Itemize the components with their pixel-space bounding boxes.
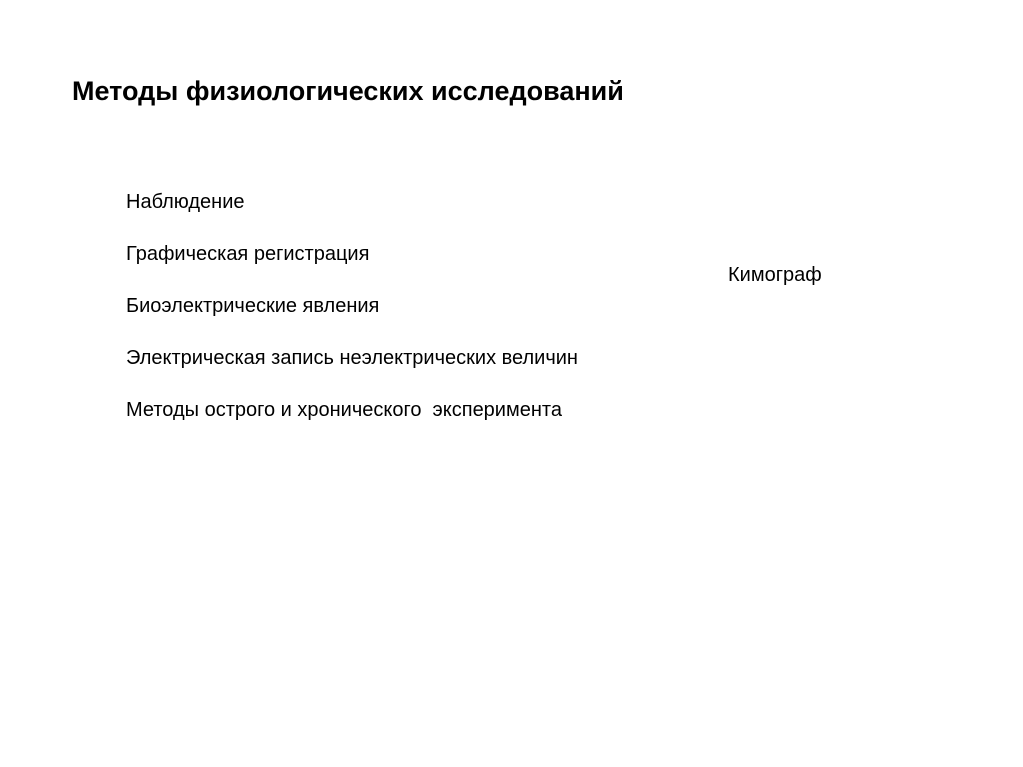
list-item-observation: Наблюдение [126, 191, 245, 213]
methods-list [126, 187, 578, 447]
list-item-graphic-registration: Графическая регистрация [126, 243, 370, 265]
list-item-bioelectric-phenomena: Биоэлектрические явления [126, 295, 380, 317]
side-note-kymograph: Кимограф [728, 264, 822, 286]
list-item-electric-recording: Электрическая запись неэлектрических величин [126, 347, 578, 369]
slide-title: Методы физиологических исследований [72, 76, 624, 106]
list-item-experiment-methods: Методы острого и хронического эксперимента [126, 399, 562, 421]
